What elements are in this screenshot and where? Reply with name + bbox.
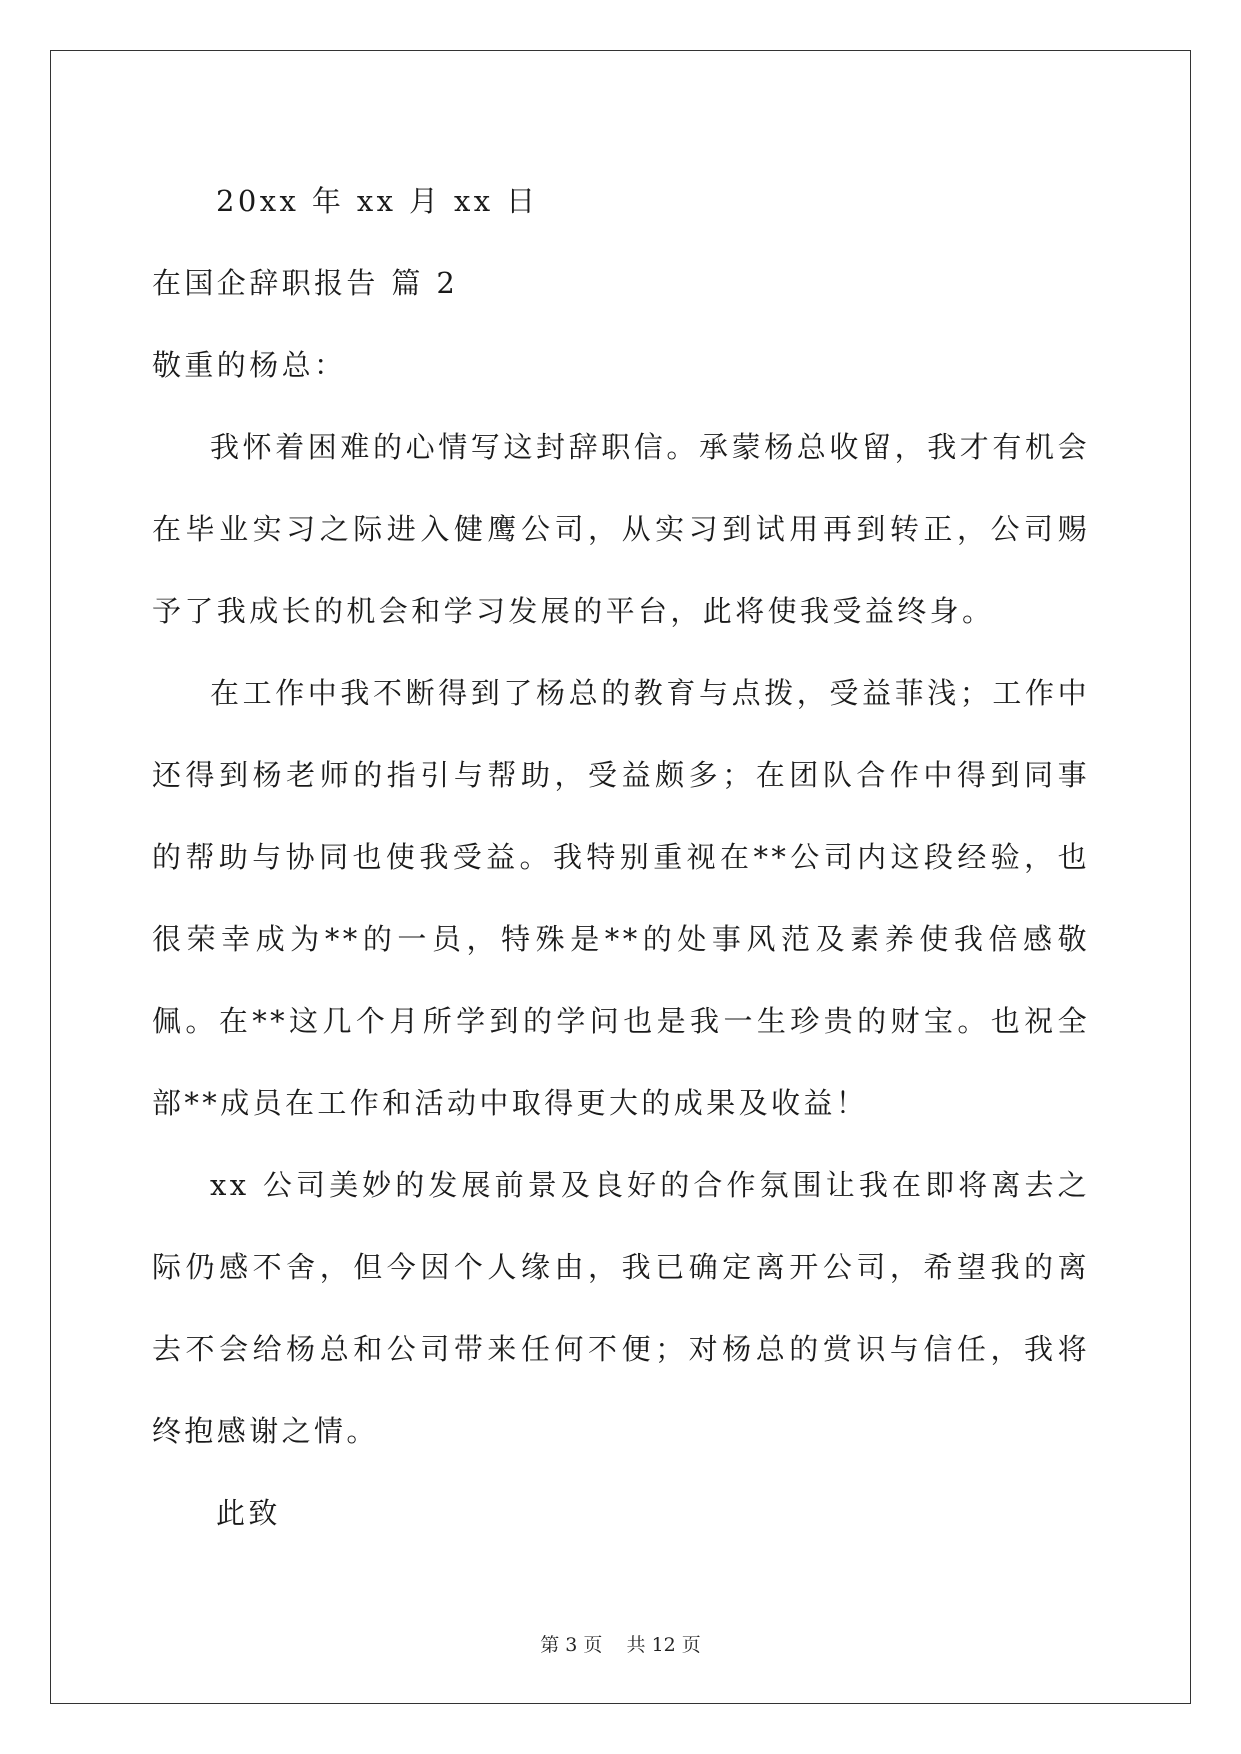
- paragraph-1: 我怀着困难的心情写这封辞职信。承蒙杨总收留，我才有机会在毕业实习之际进入健鹰公司，从实习到试用再到转正，公司赐予了我成长的机会和学习发展的平台，此将使我受益终身。: [152, 430, 1090, 628]
- paragraph-3: xx 公司美妙的发展前景及良好的合作氛围让我在即将离去之际仍感不舍，但今因个人缘由，我已确定离开公司，希望我的离去不会给杨总和公司带来任何不便；对杨总的赏识与信任，我将终抱感谢之情。: [152, 1168, 1090, 1448]
- section-title: 在国企辞职报告 篇 2: [152, 266, 459, 300]
- date-line: 20xx 年 xx 月 xx 日: [216, 184, 539, 218]
- paragraph-2: 在工作中我不断得到了杨总的教育与点拨，受益菲浅；工作中还得到杨老师的指引与帮助，受益颇多；在团队合作中得到同事的帮助与协同也使我受益。我特别重视在**公司内这段经验，也很荣幸成为**的一员，特殊是**的处事风范及素养使我倍感敬佩。在**这几个月所学到的学问也是我一生珍贵的财宝。也祝全部**成员在工作和活动中取得更大的成果及收益！: [152, 676, 1090, 1120]
- salutation: 敬重的杨总：: [152, 348, 347, 382]
- page-number: 第 3 页 共 12 页: [540, 1634, 701, 1656]
- closing: 此致: [216, 1496, 281, 1530]
- document-body: [152, 160, 1090, 1554]
